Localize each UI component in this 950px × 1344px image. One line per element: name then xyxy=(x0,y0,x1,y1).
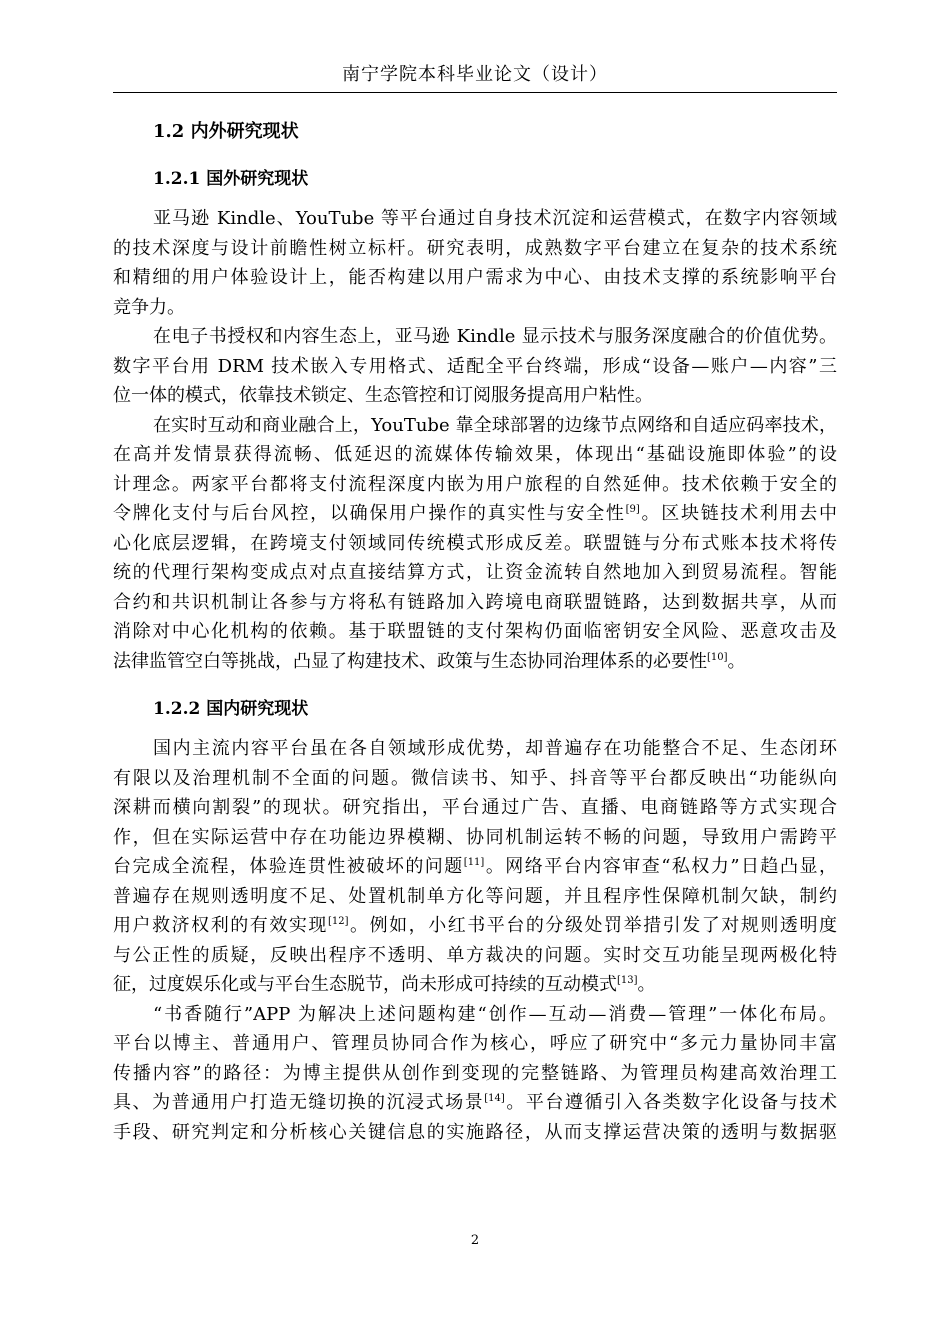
paragraph-foreign-2 xyxy=(113,322,837,411)
text-line: 国内主流内容平台虽在各自领域形成优势，却普遍存在功能整合不足、生态闭环 xyxy=(153,738,837,759)
section-heading-1-2-1: 1.2.1 国外研究现状 xyxy=(153,169,309,189)
text-segment: 。区块链技术利用去中 xyxy=(639,503,838,524)
text-segment: 令牌化支付与后台风控，以确保用户操作的真实性与安全性 xyxy=(113,503,626,524)
text-line: 的技术深度与设计前瞻性树立标杆。研究表明，成熟数字平台建立在复杂的技术系统 xyxy=(113,237,837,259)
text-line: 数字平台用 DRM 技术嵌入专用格式、适配全平台终端，形成“设备—账户—内容”三 xyxy=(113,355,837,377)
page-number: 2 xyxy=(470,1233,480,1248)
text-line: 与公正性的质疑，反映出程序不透明、单方裁决的问题。实时交互功能呈现两极化特 xyxy=(113,944,837,966)
text-line xyxy=(113,499,837,529)
text-segment: 。 xyxy=(727,650,746,672)
header-rule xyxy=(113,92,837,93)
text-segment: 具、为普通用户打造无缝切换的沉浸式场景 xyxy=(113,1092,485,1113)
section-heading-1-2: 1.2 内外研究现状 xyxy=(153,121,299,142)
text-line xyxy=(113,1088,837,1118)
paragraph-domestic-1 xyxy=(113,734,837,1000)
text-segment: 。平台遵循引入各类数字化设备与技术 xyxy=(504,1092,838,1113)
citation-10[interactable]: [10] xyxy=(707,651,728,663)
paragraph-foreign-1 xyxy=(113,204,837,322)
running-header: 南宁学院本科毕业论文（设计） xyxy=(342,64,608,85)
citation-14[interactable]: [14] xyxy=(484,1093,505,1104)
text-line: 普遍存在规则透明度不足、处置机制单方化等问题，并且程序性保障机制欠缺，制约 xyxy=(113,885,837,907)
text-line: 心化底层逻辑，在跨境支付领域同传统模式形成反差。联盟链与分布式账本技术将传 xyxy=(113,532,837,554)
text-line: 在电子书授权和内容生态上，亚马逊 Kindle 显示技术与服务深度融合的价值优势。 xyxy=(153,326,837,347)
text-line: 有限以及治理机制不全面的问题。微信读书、知乎、抖音等平台都反映出“功能纵向 xyxy=(113,767,837,789)
section-heading-1-2-2: 1.2.2 国内研究现状 xyxy=(153,699,309,719)
text-line: 消除对中心化机构的依赖。基于联盟链的支付架构仍面临密钥安全风险、恶意攻击及 xyxy=(113,621,837,642)
text-line: 在高并发情景获得流畅、低延迟的流媒体传输效果，体现出“基础设施即体验”的设 xyxy=(113,444,837,465)
text-line: 传播内容”的路径：为博主提供从创作到变现的完整链路、为管理员构建高效治理工 xyxy=(113,1062,837,1084)
paragraph-foreign-3 xyxy=(113,411,837,677)
text-line: 位一体的模式，依靠技术锁定、生态管控和订阅服务提高用户粘性。 xyxy=(113,385,653,406)
text-segment: 法律监管空白等挑战，凸显了构建技术、政策与生态协同治理体系的必要性 xyxy=(113,650,707,672)
text-line xyxy=(113,647,837,677)
text-line: 手段、研究判定和分析核心关键信息的实施路径，从而支撑运营决策的透明与数据驱 xyxy=(113,1121,837,1143)
text-line: 计理念。两家平台都将支付流程深度内嵌为用户旅程的自然延伸。技术依赖于安全的 xyxy=(113,473,837,495)
text-line: 在实时互动和商业融合上，YouTube 靠全球部署的边缘节点网络和自适应码率技术， xyxy=(153,414,837,436)
page-body xyxy=(113,112,837,1147)
text-segment: 。网络平台内容审查“私权力”日趋凸显， xyxy=(484,856,838,877)
text-line: “书香随行”APP 为解决上述问题构建“创作—互动—消费—管理”一体化布局。 xyxy=(153,1003,837,1025)
text-line: 亚马逊 Kindle、YouTube 等平台通过自身技术沉淀和运营模式，在数字内容领域 xyxy=(153,208,837,229)
text-segment: 用户救济权利的有效实现 xyxy=(113,915,328,936)
text-line: 统的代理行架构变成点对点直接结算方式，让资金流转自然地加入到贸易流程。智能 xyxy=(113,562,837,583)
paragraph-domestic-2 xyxy=(113,1000,837,1148)
text-line xyxy=(113,852,837,882)
text-line xyxy=(113,970,837,1000)
text-segment: 征，过度娱乐化或与平台生态脱节，尚未形成可持续的互动模式 xyxy=(113,974,617,995)
text-line: 平台以博主、普通用户、管理员协同合作为核心，呼应了研究中“多元力量协同丰富 xyxy=(113,1033,837,1054)
citation-11[interactable]: [11] xyxy=(463,857,485,868)
citation-13[interactable]: [13] xyxy=(617,975,638,986)
text-line: 合约和共识机制让各参与方将私有链路加入跨境电商联盟链路，达到数据共享，从而 xyxy=(113,591,837,613)
text-line: 和精细的用户体验设计上，能否构建以用户需求为中心、由技术支撑的系统影响平台 xyxy=(113,267,837,288)
citation-12[interactable]: [12] xyxy=(327,916,349,927)
text-segment: 台完成全流程，体验连贯性被破坏的问题 xyxy=(113,856,464,877)
text-segment: 。例如，小红书平台的分级处罚举措引发了对规则透明度 xyxy=(348,915,838,936)
text-line xyxy=(113,911,837,941)
text-line: 作，但在实际运营中存在功能边界模糊、协同机制运转不畅的问题，导致用户需跨平 xyxy=(113,826,837,848)
text-line: 竞争力。 xyxy=(113,296,185,318)
citation-9[interactable]: [9] xyxy=(625,504,640,515)
text-segment: 。 xyxy=(637,974,656,995)
text-line: 深耕而横向割裂”的现状。研究指出，平台通过广告、直播、电商链路等方式实现合 xyxy=(113,797,837,818)
